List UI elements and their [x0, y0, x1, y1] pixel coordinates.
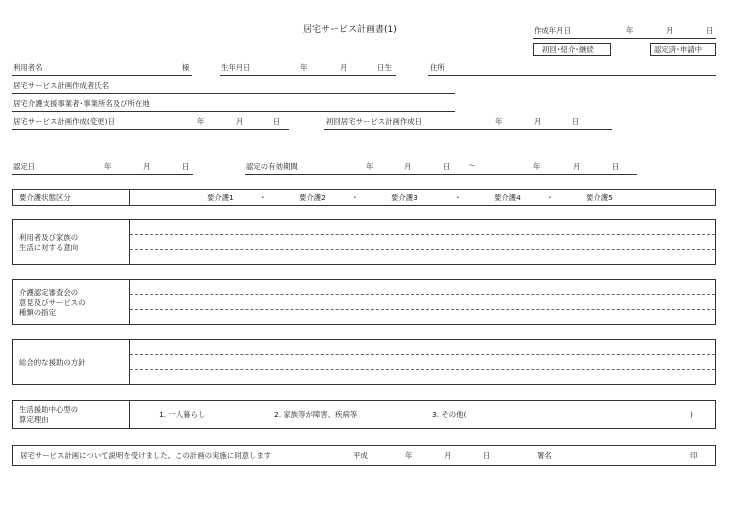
- cert-month-unit: 月: [143, 162, 151, 171]
- care-level-separator: ･: [353, 193, 357, 202]
- care-level-option-2[interactable]: 要介護2: [299, 193, 326, 202]
- address-label: 住所: [430, 63, 445, 72]
- address-underline[interactable]: [428, 75, 716, 76]
- label-line: 介護認定審査会の: [19, 288, 79, 297]
- birth-day-unit: 日生: [377, 63, 392, 72]
- created-year-unit: 年: [626, 26, 634, 35]
- cert-date-underline[interactable]: [12, 174, 193, 175]
- birth-year-unit: 年: [300, 63, 308, 72]
- reason-option-other[interactable]: 3. その他(: [432, 410, 467, 419]
- valid-to-day-unit: 日: [612, 162, 620, 171]
- plan-year-unit: 年: [197, 117, 205, 126]
- created-day-unit: 日: [706, 26, 714, 35]
- initial-referral-continuation-label: 初回･紹介･継続: [542, 45, 594, 54]
- overall-policy-section: [12, 339, 716, 385]
- plan-date-underline[interactable]: [12, 129, 289, 130]
- plan-date-label: 居宅サービス計画作成(変更)日: [13, 117, 115, 126]
- label-line: 総合的な援助の方針: [19, 358, 86, 367]
- family-intention-label: [19, 233, 78, 253]
- user-name-underline[interactable]: [12, 75, 192, 76]
- label-line: 意見及びサービスの: [19, 297, 86, 307]
- valid-period-label: 認定の有効期間: [246, 162, 298, 171]
- office-underline[interactable]: [12, 111, 455, 112]
- writing-line[interactable]: [130, 234, 715, 235]
- certification-opinion-label: [19, 288, 86, 318]
- first-plan-year-unit: 年: [495, 117, 503, 126]
- care-level-separator: ･: [548, 193, 552, 202]
- care-level-separator: ･: [456, 193, 460, 202]
- care-level-option-4[interactable]: 要介護4: [494, 193, 521, 202]
- consent-row: [12, 445, 716, 466]
- first-plan-month-unit: 月: [534, 117, 542, 126]
- reason-option-family-disability[interactable]: 2. 家族等が障害、疾病等: [274, 410, 358, 419]
- certification-opinion-section: [12, 279, 716, 325]
- honorific-sama: 様: [182, 63, 190, 72]
- period-tilde: ～: [468, 161, 476, 170]
- care-level-option-3[interactable]: 要介護3: [391, 193, 418, 202]
- writing-line[interactable]: [130, 309, 715, 310]
- cert-day-unit: 日: [182, 162, 190, 171]
- page-title: 居宅サービス計画書(1): [303, 25, 397, 35]
- care-level-row: [12, 189, 716, 206]
- overall-policy-label: [19, 358, 86, 368]
- first-plan-date-underline[interactable]: [324, 129, 612, 130]
- plan-month-unit: 月: [236, 117, 244, 126]
- birth-month-unit: 月: [340, 63, 348, 72]
- created-month-unit: 月: [666, 26, 674, 35]
- created-date-label: 作成年月日: [534, 26, 571, 35]
- valid-period-underline[interactable]: [245, 174, 637, 175]
- family-intention-section: [12, 219, 716, 265]
- valid-to-month-unit: 月: [573, 162, 581, 171]
- reason-option-living-alone[interactable]: 1. 一人暮らし: [159, 410, 206, 419]
- consent-month-unit: 月: [444, 451, 452, 460]
- seal-mark: 印: [690, 451, 698, 460]
- consent-text: 居宅サービス計画について説明を受けました。この計画の実施に同意します: [20, 451, 272, 460]
- office-label: 居宅介護支援事業者･事業所名及び所在地: [13, 99, 150, 108]
- valid-to-year-unit: 年: [533, 162, 541, 171]
- certified-applying-label: 認定済･申請中: [654, 45, 703, 54]
- writing-line[interactable]: [130, 294, 715, 295]
- birth-date-label: 生年月日: [221, 63, 251, 72]
- certified-applying-box[interactable]: [650, 43, 716, 56]
- label-line: 生活に対する意向: [19, 242, 79, 252]
- signature-label: 署名: [537, 451, 552, 460]
- cert-date-label: 認定日: [13, 162, 36, 171]
- first-plan-day-unit: 日: [572, 117, 580, 126]
- label-line: 算定理由: [19, 414, 49, 424]
- planner-name-label: 居宅サービス計画作成者氏名: [13, 81, 110, 90]
- initial-referral-continuation-box[interactable]: [533, 43, 611, 56]
- writing-line[interactable]: [130, 249, 715, 250]
- consent-era: 平成: [353, 451, 368, 460]
- section-divider: [129, 401, 130, 428]
- reason-other-close-paren: ): [690, 410, 693, 419]
- care-level-option-5[interactable]: 要介護5: [586, 193, 613, 202]
- consent-day-unit: 日: [483, 451, 491, 460]
- consent-year-unit: 年: [405, 451, 413, 460]
- writing-line[interactable]: [130, 369, 715, 370]
- planner-name-underline[interactable]: [12, 93, 455, 94]
- care-level-label: 要介護状態区分: [19, 193, 71, 202]
- care-level-option-1[interactable]: 要介護1: [207, 193, 234, 202]
- plan-day-unit: 日: [273, 117, 281, 126]
- first-plan-date-label: 初回居宅サービス計画作成日: [326, 117, 423, 126]
- user-name-label: 利用者名: [13, 63, 43, 72]
- section-divider: [129, 220, 130, 264]
- label-line: 利用者及び家族の: [19, 233, 79, 242]
- section-divider: [129, 280, 130, 324]
- care-level-separator: ･: [261, 193, 265, 202]
- writing-line[interactable]: [130, 354, 715, 355]
- cert-year-unit: 年: [104, 162, 112, 171]
- label-line: 生活援助中心型の: [19, 405, 79, 414]
- valid-from-year-unit: 年: [366, 162, 374, 171]
- label-line: 種類の指定: [19, 307, 56, 317]
- valid-from-day-unit: 日: [443, 162, 451, 171]
- care-level-divider: [129, 190, 130, 205]
- valid-from-month-unit: 月: [404, 162, 412, 171]
- birth-date-underline[interactable]: [220, 75, 396, 76]
- created-date-underline: [533, 38, 716, 39]
- support-reason-label: [19, 405, 78, 425]
- section-divider: [129, 340, 130, 384]
- support-reason-row: [12, 400, 716, 429]
